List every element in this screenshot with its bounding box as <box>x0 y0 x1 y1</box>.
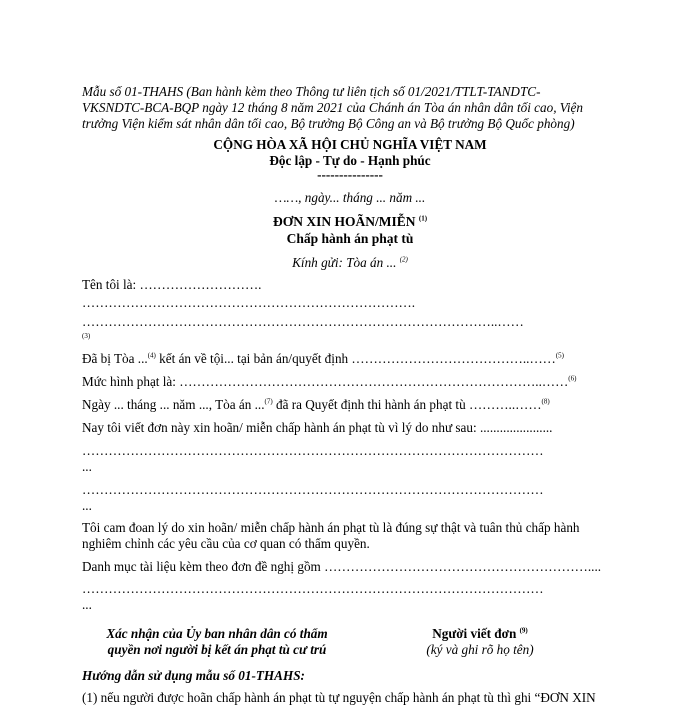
decision-text-b: đã ra Quyết định thi hành án phạt tù ………..…… <box>272 397 542 412</box>
penalty-text: Mức hình phạt là: ………………………………………………………………………..…… <box>82 374 569 389</box>
national-name: CỘNG HÒA XÃ HỘI CHỦ NGHĨA VIỆT NAM <box>213 137 487 152</box>
document-title <box>0 214 700 230</box>
footnote-ref-6: (6) <box>568 374 577 383</box>
decision-line <box>82 397 550 413</box>
recipient-line <box>0 255 700 271</box>
national-motto: Độc lập - Tự do - Hạnh phúc <box>269 153 431 168</box>
reason-line: Nay tôi viết đơn này xin hoãn/ miễn chấp hành án phạt tù vì lý do như sau: ...................... <box>82 420 553 435</box>
national-divider: --------------- <box>317 167 383 182</box>
decision-text-a: Ngày ... tháng ... năm ..., Tòa án ... <box>82 397 265 412</box>
applicant-text: Người viết đơn <box>432 626 517 641</box>
footnote-ref-8: (8) <box>541 397 550 406</box>
footnote-ref-4: (4) <box>147 351 156 360</box>
guide-title: Hướng dẫn sử dụng mẫu số 01-THAHS: <box>82 668 305 683</box>
date-line: ……, ngày... tháng ... năm ... <box>274 190 426 205</box>
recipient-text: Kính gửi: Tòa án ... <box>292 255 397 270</box>
document-title-text: ĐƠN XIN HOÃN/MIỄN <box>272 214 416 229</box>
name-continuation: …………………………………………………………………. <box>82 295 415 310</box>
confirmation-label-1: Xác nhận của Ủy ban nhân dân có thẩm <box>106 626 328 641</box>
attachments-line: Danh mục tài liệu kèm theo đơn đề nghị gồm …………………………………………………….... <box>82 559 602 574</box>
convicted-line <box>82 351 564 367</box>
commitment-line-2: nghiêm chỉnh các yêu cầu của cơ quan có thẩm quyền. <box>82 536 370 551</box>
dotted-line-4: …………………………………………………………………………………………… <box>82 581 544 596</box>
footnote-ref-2: (2) <box>399 255 408 264</box>
convicted-text-b: kết án về tội... tại bản án/quyết định …………………………………..…… <box>155 351 556 366</box>
dotted-line-2-cont: ... <box>82 459 92 474</box>
footnote-ref-3: (3) <box>82 332 91 340</box>
header-note-line-1: Mẫu số 01-THAHS (Ban hành kèm theo Thông tư liên tịch số 01/2021/TTLT-TANDTC- <box>82 84 541 99</box>
name-label: Tên tôi là: ………………………. <box>82 277 262 292</box>
header-note-line-2: VKSNDTC-BCA-BQP ngày 12 tháng 8 năm 2021 của Chánh án Tòa án nhân dân tối cao, Viện <box>82 100 583 115</box>
footnote-ref-9: (9) <box>519 626 528 635</box>
convicted-text-a: Đã bị Tòa ... <box>82 351 148 366</box>
dotted-line-1: …………………………………………………………………………………..…… <box>82 314 524 329</box>
confirmation-label-2: quyền nơi người bị kết án phạt tù cư trú <box>107 642 327 657</box>
header-note-line-3: trưởng Viện kiểm sát nhân dân tối cao, Bộ trưởng Bộ Công an và Bộ trưởng Bộ Quốc phòng) <box>82 116 575 131</box>
footnote-ref-1: (1) <box>418 214 428 223</box>
applicant-label <box>370 626 590 642</box>
dotted-line-2: …………………………………………………………………………………………… <box>82 443 544 458</box>
footnote-ref-7: (7) <box>264 397 273 406</box>
applicant-sign-hint: (ký và ghi rõ họ tên) <box>426 642 534 657</box>
guide-line-1: (1) nếu người được hoãn chấp hành án phạt tù tự nguyện chấp hành án phạt tù thì ghi “ĐƠN XIN <box>82 690 596 705</box>
dotted-line-4-cont: ... <box>82 597 92 612</box>
document-subtitle: Chấp hành án phạt tù <box>286 231 414 246</box>
commitment-line-1: Tôi cam đoan lý do xin hoãn/ miễn chấp hành án phạt tù là đúng sự thật và tuân thủ chấp hành <box>82 520 580 535</box>
dotted-line-3-cont: ... <box>82 498 92 513</box>
dotted-line-3: …………………………………………………………………………………………… <box>82 482 544 497</box>
footnote-ref-5: (5) <box>555 351 565 360</box>
penalty-line <box>82 374 576 390</box>
